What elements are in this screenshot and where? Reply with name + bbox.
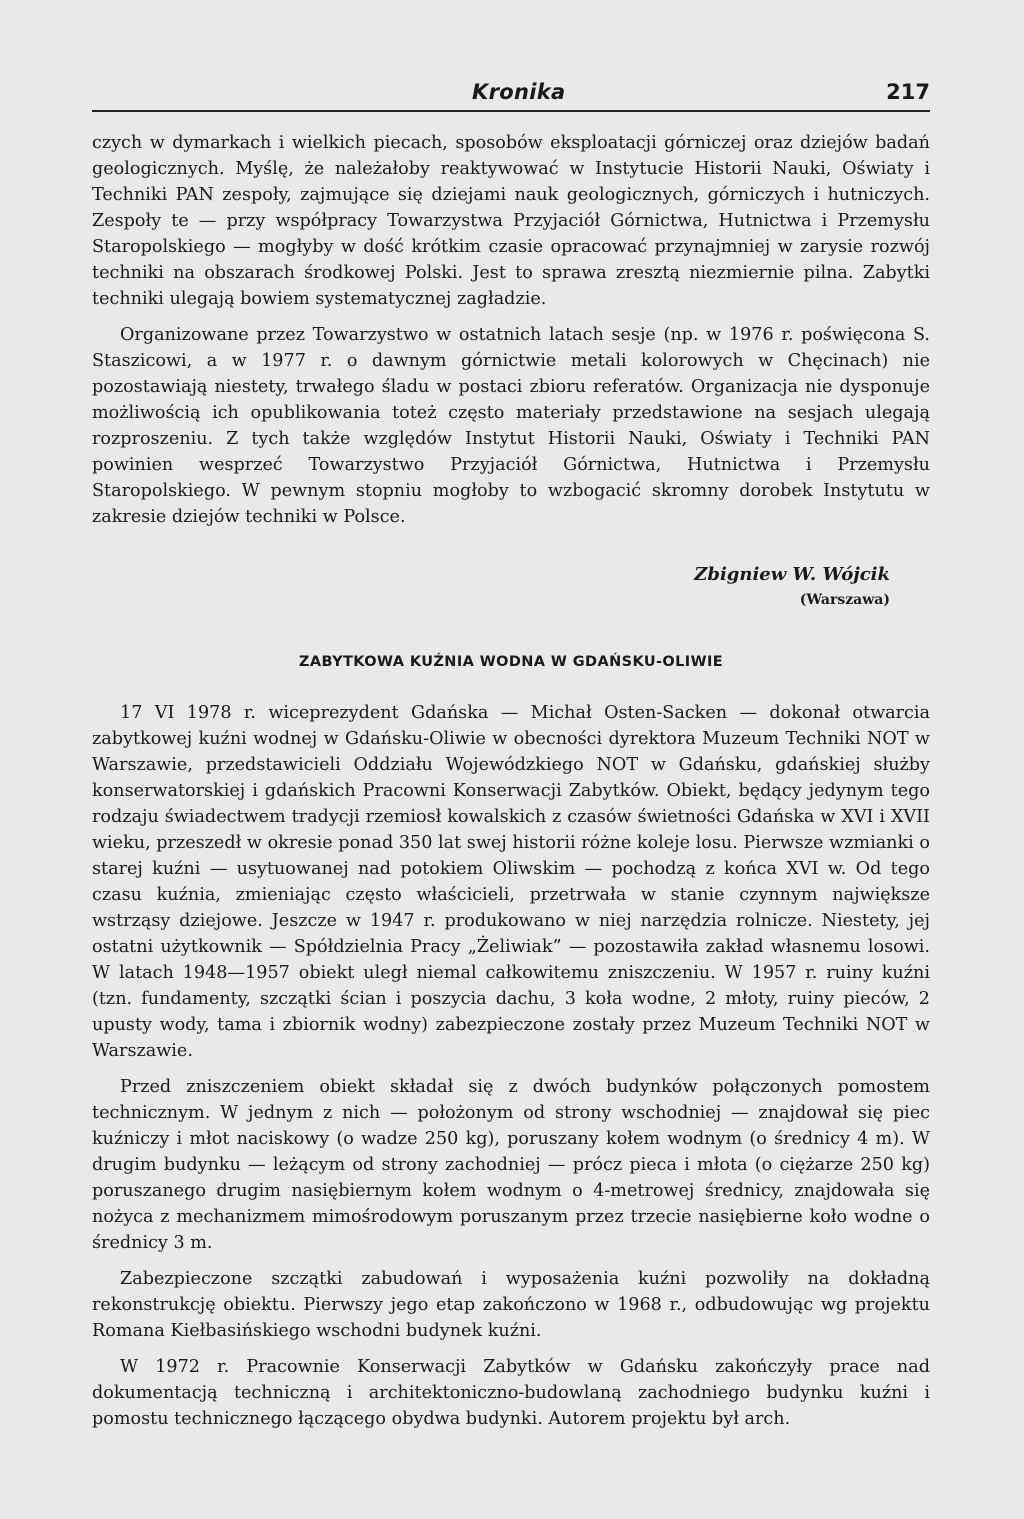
- author-signature: Zbigniew W. Wójcik: [694, 564, 890, 585]
- page-header: [92, 70, 930, 112]
- paragraph-2: Organizowane przez Towarzystwo w ostatnich latach sesje (np. w 1976 r. poświęcona S. Staszicowi, a w 1977 r. o dawnym górnictwie metali kolorowych w Chęcinach) nie pozostawiają niestety, trwałego śladu w postaci zbioru referatów. Organizacja nie dysponuje możliwością ich opublikowania toteż często materiały przedstawione na sesjach ulegają rozproszeniu. Z tych także względów Instytut Historii Nauki, Oświaty i Techniki PAN powinien wesprzeć Towarzystwo Przyjaciół Górnictwa, Hutnictwa i Przemysłu Staropolskiego. W pewnym stopniu mogłoby to wzbogacić skromny dorobek Instytutu w zakresie dziejów techniki w Polsce.: [92, 325, 930, 527]
- page-number: 217: [886, 80, 930, 104]
- author-affiliation: (Warszawa): [799, 592, 890, 608]
- paragraph-3: 17 VI 1978 r. wiceprezydent Gdańska — Michał Osten-Sacken — dokonał otwarcia zabytkowej kuźni wodnej w Gdańsku-Oliwie w obecności dyrektora Muzeum Techniki NOT w Warszawie, przedstawicieli Oddziału Wojewódzkiego NOT w Gdańsku, gdańskiej służby konserwatorskiej i gdańskich Pracowni Konserwacji Zabytków. Obiekt, będący jedynym tego rodzaju świadectwem tradycji rzemiosł kowalskich z czasów świetności Gdańska w XVI i XVII wieku, przeszedł w okresie ponad 350 lat swej historii różne koleje losu. Pierwsze wzmianki o starej kuźni — usytuowanej nad potokiem Oliwskim — pochodzą z końca XVI w. Od tego czasu kuźnia, zmieniając często właścicieli, przetrwała w stanie czynnym największe wstrząsy dziejowe. Jeszcze w 1947 r. produkowano w niej narzędzia rolnicze. Niestety, jej ostatni użytkownik — Spółdzielnia Pracy „Żeliwiak” — pozostawiła zakład własnemu losowi. W latach 1948—1957 obiekt uległ niemal całkowitemu zniszczeniu. W 1957 r. ruiny kuźni (tzn. fundamenty, szczątki ścian i poszycia dachu, 3 koła wodne, 2 młoty, ruiny pieców, 2 upusty wody, tama i zbiornik wodny) zabezpieczone zostały przez Muzeum Techniki NOT w Warszawie.: [92, 703, 930, 1061]
- running-title: Kronika: [472, 80, 566, 104]
- paragraph-1: czych w dymarkach i wielkich piecach, sposobów eksploatacji górniczej oraz dziejów badań geologicznych. Myślę, że należałoby reaktywować w Instytucie Historii Nauki, Oświaty i Techniki PAN zespoły, zajmujące się dziejami nauk geologicznych, górniczych i hutniczych. Zespoły te — przy współpracy Towarzystwa Przyjaciół Górnictwa, Hutnictwa i Przemysłu Staropolskiego — mogłyby w dość krótkim czasie opracować przynajmniej w zarysie rozwój techniki na obszarach środkowej Polski. Jest to sprawa zresztą niezmiernie pilna. Zabytki techniki ulegają bowiem systematycznej zagładzie.: [92, 133, 930, 309]
- section-title: ZABYTKOWA KUŹNIA WODNA W GDAŃSKU-OLIWIE: [298, 654, 724, 670]
- paragraph-5: Zabezpieczone szczątki zabudowań i wyposażenia kuźni pozwoliły na dokładną rekonstrukcję obiektu. Pierwszy jego etap zakończono w 1968 r., odbudowując wg projektu Romana Kiełbasińskiego wschodni budynek kuźni.: [92, 1269, 930, 1341]
- body-text: [92, 130, 930, 1432]
- paragraph-4: Przed zniszczeniem obiekt składał się z dwóch budynków połączonych pomostem technicznym. W jednym z nich — położonym od strony wschodniej — znajdował się piec kuźniczy i młot naciskowy (o wadze 250 kg), poruszany kołem wodnym (o średnicy 4 m). W drugim budynku — leżącym od strony zachodniej — prócz pieca i młota (o ciężarze 250 kg) poruszanego drugim nasiębiernym kołem wodnym o 4-metrowej średnicy, znajdowała się nożyca z mechanizmem mimośrodowym poruszanym przez trzecie nasiębierne koło wodne o średnicy 3 m.: [92, 1077, 930, 1253]
- paragraph-6: W 1972 r. Pracownie Konserwacji Zabytków w Gdańsku zakończyły prace nad dokumentacją techniczną i architektoniczno-budowlaną zachodniego budynku kuźni i pomostu technicznego łączącego obydwa budynki. Autorem projektu był arch.: [92, 1357, 930, 1429]
